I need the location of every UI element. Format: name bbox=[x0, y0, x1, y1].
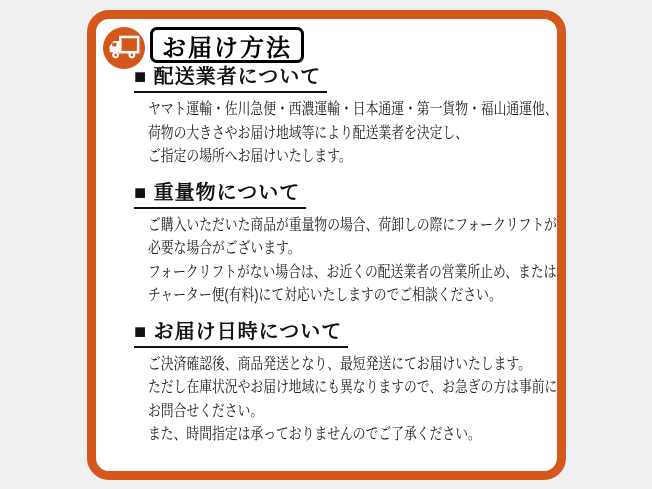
body-line: ヤマト運輸・佐川急便・西濃運輸・日本通運・第一貨物・福山通運他、 bbox=[148, 101, 558, 118]
sections-container bbox=[134, 65, 558, 459]
section-body-delivery-datetime bbox=[148, 353, 558, 447]
body-line: ただし在庫状況やお届け地域にも異なりますので、お急ぎの方は事前に bbox=[148, 379, 558, 396]
body-line: フォークリフトがない場合は、お近くの配送業者の営業所止め、または bbox=[148, 263, 557, 281]
section-body-heavy-items bbox=[148, 214, 557, 308]
section-heading-carriers: ■ 配送業者について bbox=[134, 65, 327, 93]
delivery-info-panel bbox=[87, 10, 566, 480]
section-heading-delivery-datetime: ■ お届け日時について bbox=[134, 320, 348, 348]
body-line: ご購入いただいた商品が重量物の場合、荷卸しの際にフォークリフトが bbox=[148, 216, 557, 234]
body-line: ご指定の場所へお届けいたします。 bbox=[148, 148, 352, 165]
page-title: お届け方法 bbox=[150, 27, 304, 63]
body-line: 荷物の大きさやお届け地域等により配送業者を決定し、 bbox=[148, 124, 469, 142]
section-heading-heavy-items: ■ 重量物について bbox=[134, 181, 306, 209]
section-heavy-items bbox=[134, 181, 557, 308]
section-delivery-datetime bbox=[134, 320, 558, 447]
body-line: チャーター便(有料)にて対応いたしますのでご相談ください。 bbox=[148, 287, 502, 304]
section-carriers bbox=[134, 65, 558, 169]
body-line: お問合せください。 bbox=[148, 402, 264, 420]
delivery-truck-icon bbox=[103, 27, 145, 69]
body-line: ご決済確認後、商品発送となり、最短発送にてお届けいたします。 bbox=[148, 355, 531, 373]
body-line: 必要な場合がございます。 bbox=[148, 240, 301, 257]
body-line: また、時間指定は承っておりませんのでご了承ください。 bbox=[148, 426, 481, 443]
section-body-carriers bbox=[148, 98, 558, 169]
